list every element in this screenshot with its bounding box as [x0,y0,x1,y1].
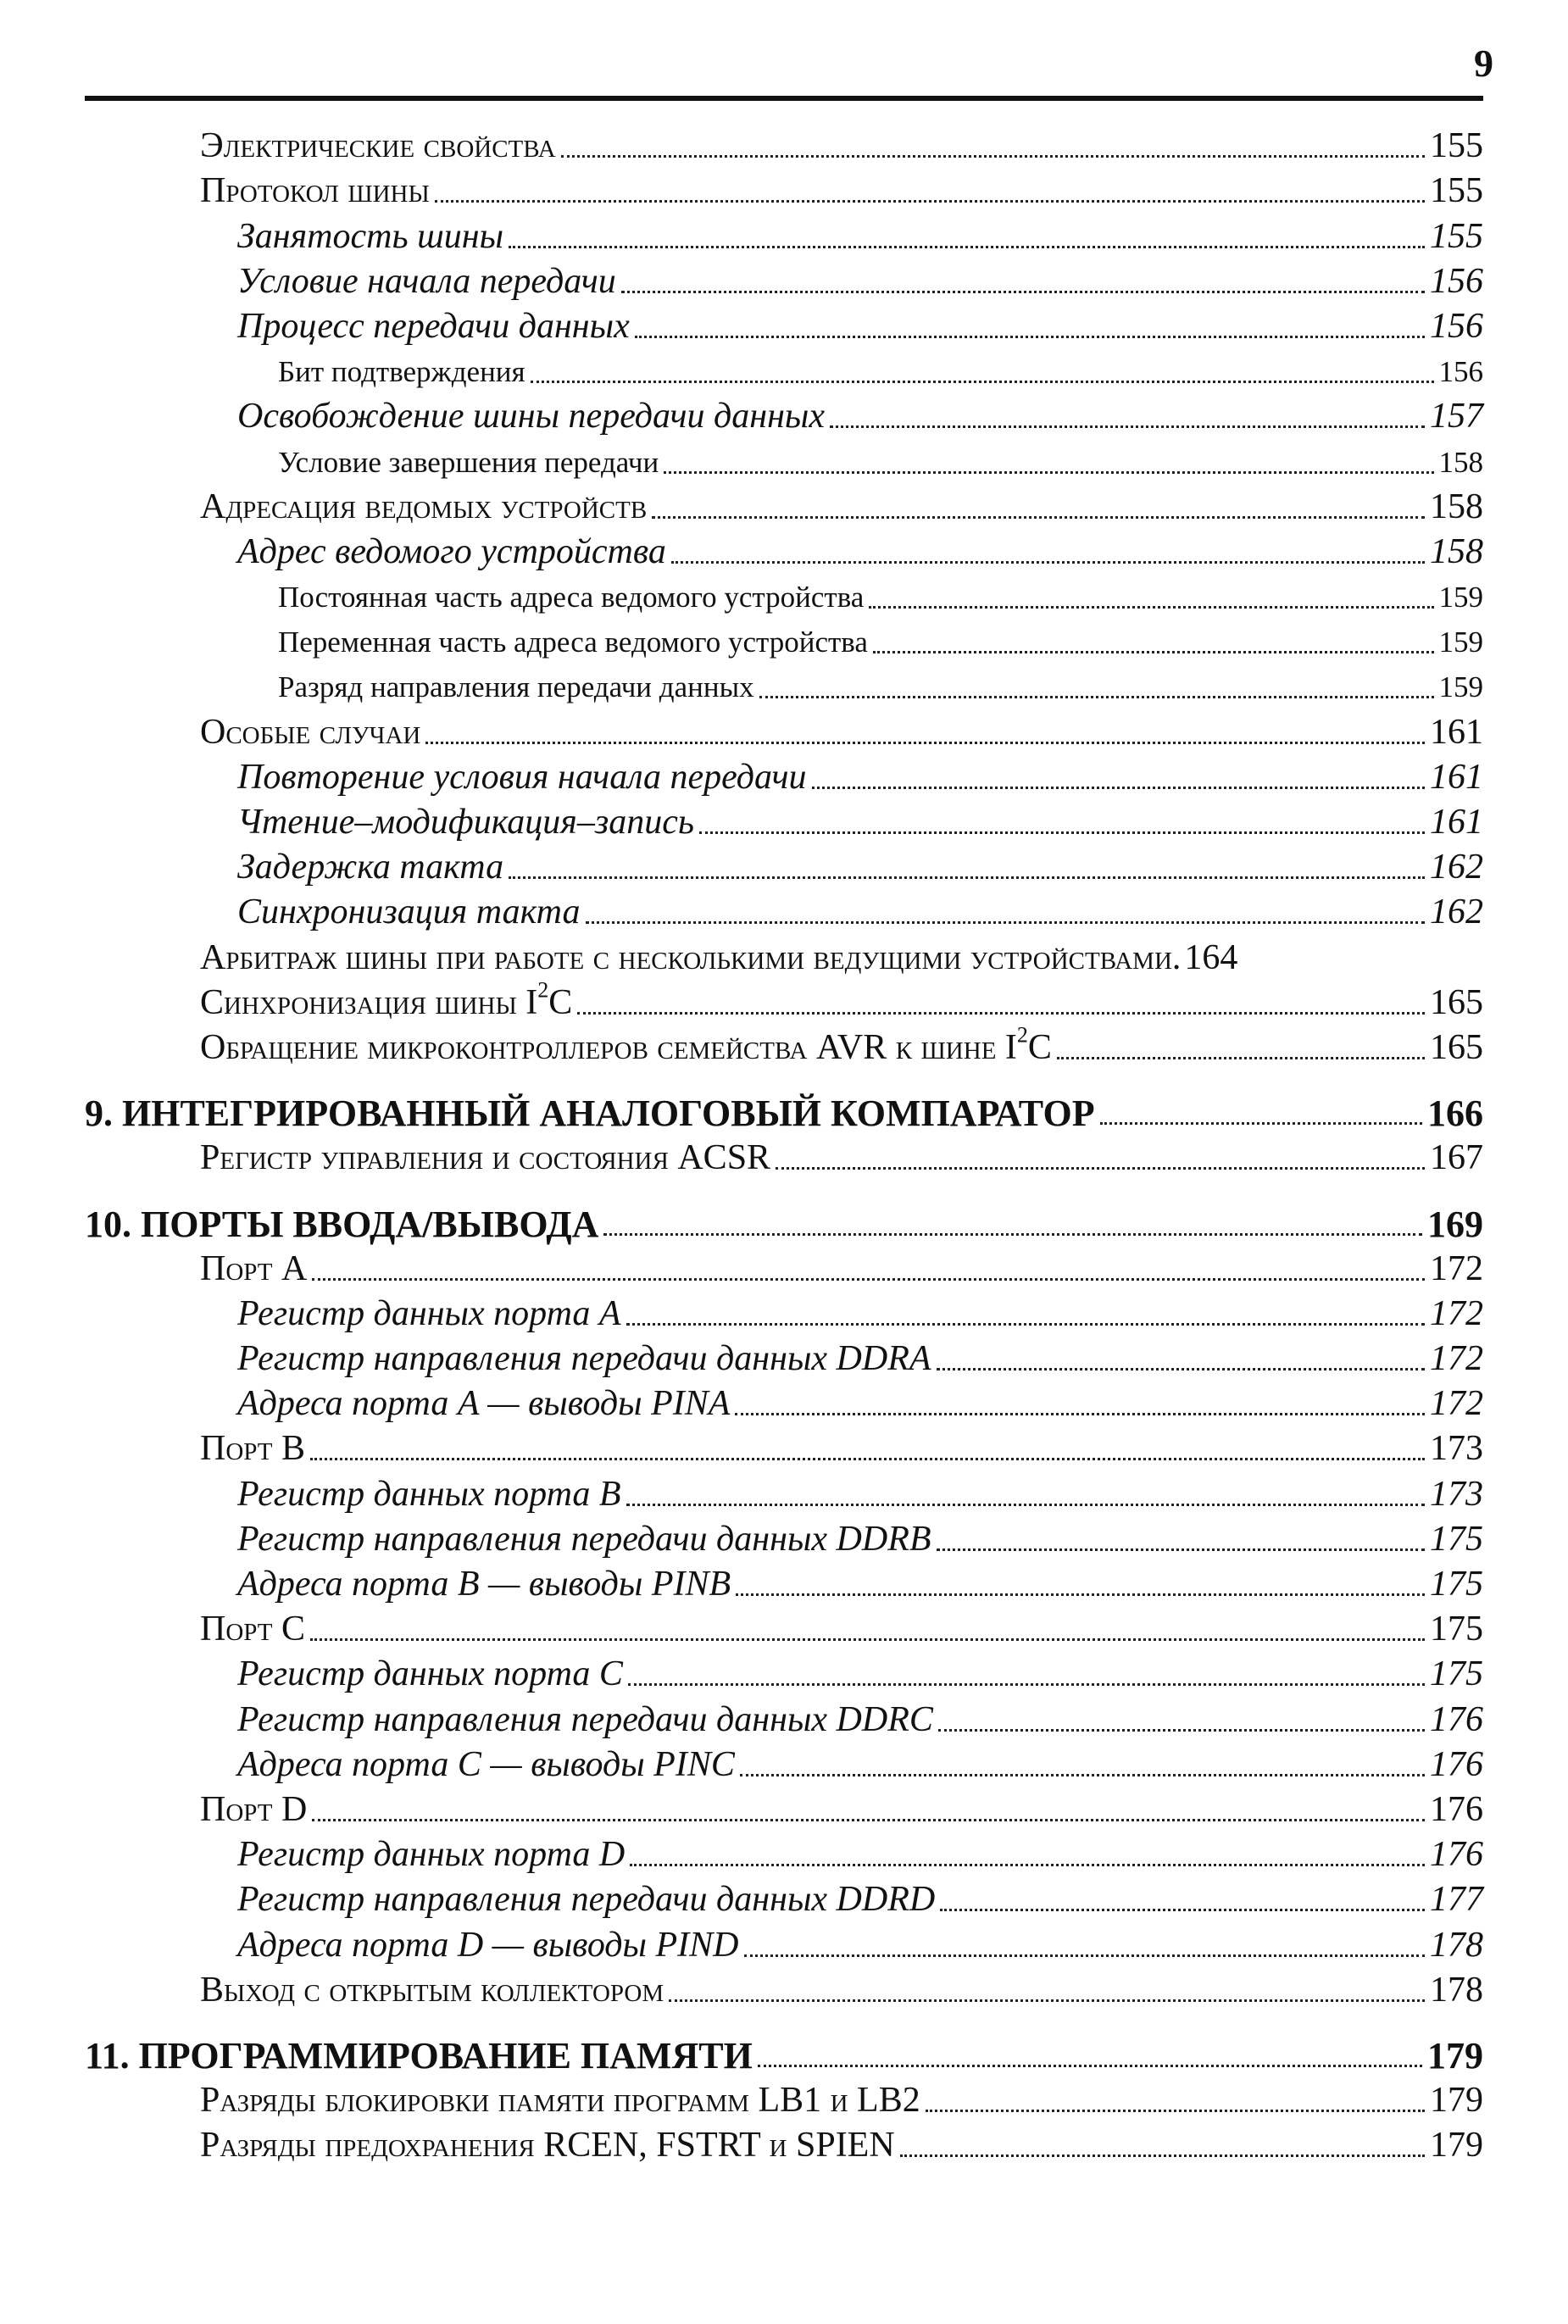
toc-entry-page: 175 [1430,1654,1483,1694]
toc-entry [85,1743,1483,1787]
dot-leader [830,425,1425,428]
toc-entry-title [200,2078,920,2123]
toc-entry-page: 159 [1438,625,1483,659]
toc-entry-title [237,1652,623,1697]
toc-entry [85,800,1483,845]
dot-leader [926,2110,1425,2112]
toc-entry-page: 162 [1430,848,1483,887]
toc-entry [85,935,1483,980]
toc-entry-page: 156 [1430,306,1483,346]
toc-entry-title-text: Процесс передачи данных [237,306,630,346]
toc-entry-title [85,2033,753,2078]
toc-entry-title-text: Адреса порта D — выводы PIND [237,1925,739,1965]
toc-entry-title [237,530,666,575]
dot-leader [873,651,1434,653]
toc-entry-page: 162 [1430,892,1483,932]
toc-entry-page: 169 [1427,1203,1483,1245]
dot-leader [759,696,1434,698]
toc-entry-title-text: 9. ИНТЕГРИРОВАННЫЙ АНАЛОГОВЫЙ КОМПАРАТОР [85,1093,1095,1135]
toc-entry-page: 155 [1430,171,1483,211]
dot-leader [435,200,1425,203]
dot-leader [310,1638,1425,1641]
toc-entry-title-text: Переменная часть адреса ведомого устройства [278,625,868,659]
toc-entry-title-text: 11. ПРОГРАММИРОВАНИЕ ПАМЯТИ [85,2034,753,2077]
toc-entry-title-text: Арбитраж шины при работе с несколькими ведущими устройствами [200,937,1172,977]
toc-entry-page: 167 [1430,1138,1483,1178]
toc-entry [85,439,1483,484]
dot-leader [938,1729,1425,1732]
toc-entry-title-text: Выход с открытым коллектором [200,1970,664,2010]
toc-entry [85,214,1483,259]
toc-entry-page: 158 [1438,445,1483,479]
toc-entry-title [200,1136,770,1181]
dot-leader [652,516,1425,519]
toc-entry-page: 173 [1430,1429,1483,1469]
toc-entry-title [200,2123,895,2168]
toc-entry-page: 159 [1438,670,1483,704]
dot-leader [626,1323,1425,1326]
dot-leader [310,1458,1425,1460]
toc-entry-title [200,1247,307,1292]
toc-entry [85,169,1483,214]
toc-entry-page: 166 [1427,1093,1483,1135]
toc-entry-title-text: Регистр управления и состояния ACSR [200,1138,771,1178]
toc-entry-title [200,1968,664,2013]
toc-entry [85,1652,1483,1697]
toc-entry-title-tail: C [1027,1027,1052,1067]
toc-entry-title-text: Регистр данных порта D [237,1835,626,1875]
toc-entry-title [237,1472,621,1517]
toc-entry-title [237,845,503,890]
dot-leader [869,606,1433,609]
toc-entry-title [237,1562,731,1607]
toc-entry-title [278,349,525,394]
toc-entry-page: 176 [1430,1744,1483,1784]
toc-entry-title-text: Порт A [200,1248,308,1288]
toc-entry-page: 178 [1430,1970,1483,2010]
dot-leader [736,1593,1425,1596]
toc-entry-title-text: Освобождение шины передачи данных [237,397,826,436]
dot-leader [900,2154,1425,2157]
toc-entry-title-text: Занятость шины [237,216,504,256]
toc-entry [85,1337,1483,1382]
toc-entry-title [237,1832,625,1877]
dot-leader [626,1504,1425,1506]
toc-entry-title [200,124,556,169]
dot-leader [1057,1057,1425,1059]
toc-entry-title-text: Обращение микроконтроллеров семейства AVR к шине I [200,1027,1017,1067]
toc-entry-page: 155 [1430,216,1483,256]
superscript: 2 [537,977,549,1003]
dot-leader [312,1819,1425,1821]
toc-entry-title-text: Протокол шины [200,171,430,211]
toc-entry-title-text: Регистр направления передачи данных DDRB [237,1519,931,1559]
toc-entry-title [200,169,430,214]
toc-entry-page: 159 [1438,581,1483,614]
dot-leader [621,291,1425,293]
toc-entry [85,664,1483,709]
toc-entry-title-text: Особые случаи [200,712,421,752]
toc-entry [85,890,1483,935]
page-number: 9 [1474,42,1493,85]
toc-entry-page: 156 [1438,355,1483,389]
toc-entry [85,1968,1483,2013]
dot-leader [635,336,1425,338]
toc-entry-title-text: Электрические свойства [200,126,556,166]
toc-entry [85,349,1483,394]
toc-entry-title [237,1698,933,1743]
toc-entry [85,530,1483,575]
toc-entry [85,1471,1483,1516]
toc-entry [85,709,1483,754]
toc-entry [85,1426,1483,1471]
dot-leader [586,921,1425,924]
toc-entry-page: 176 [1430,1699,1483,1739]
toc-entry-title [237,394,825,439]
toc-entry-page: 175 [1430,1519,1483,1559]
toc-entry [85,485,1483,530]
toc-entry-page: 158 [1430,486,1483,526]
toc-entry-title [237,1292,621,1337]
toc-entry [85,1607,1483,1652]
toc-entry-page: 172 [1430,1248,1483,1288]
toc-entry-title-text: Регистр данных порта A [237,1293,621,1333]
toc-entry-page: 175 [1430,1610,1483,1649]
toc-entry-page: 172 [1430,1293,1483,1333]
toc-entry-title [200,485,647,530]
header-rule [85,96,1483,101]
toc-entry [85,1022,1483,1070]
toc-entry [85,2123,1483,2168]
toc-entry [85,1382,1483,1426]
toc-entry-title-text: Адреса порта C — выводы PINC [237,1744,735,1784]
toc-entry [85,259,1483,304]
toc-entry-title-text: Разряды блокировки памяти программ LB1 и LB2 [200,2081,920,2121]
toc-entry-title-text: Регистр направления передачи данных DDRA [237,1339,931,1379]
toc-entry [85,1832,1483,1877]
toc-entry-title [200,1426,305,1471]
toc-entry [85,755,1483,800]
toc-entry-page: 165 [1430,982,1483,1022]
toc-entry-title-text: Синхронизация такта [237,892,581,932]
toc-entry-title [237,259,616,304]
toc-entry-page: 161 [1430,803,1483,842]
dot-leader [561,155,1425,158]
toc-entry-title-text: Синхронизация шины I [200,982,538,1022]
toc-entry-title [200,1607,305,1652]
toc-entry [85,1562,1483,1607]
dot-leader [937,1368,1425,1370]
toc-entry-title [200,1022,1052,1070]
toc-entry-title [200,977,573,1026]
toc-entry-title-text: Бит подтверждения [278,355,525,389]
dot-leader [671,561,1425,564]
toc-entry-title-text: Регистр данных порта B [237,1474,621,1514]
table-of-contents [85,124,1483,2168]
toc-chapter [85,1091,1483,1136]
toc-entry-page: 161 [1430,712,1483,752]
toc-entry-title-text: Порт B [200,1429,305,1469]
dot-leader [735,1413,1425,1415]
toc-entry-title-text: Условие завершения передачи [278,445,659,479]
toc-entry-title [278,664,754,709]
toc-entry-title [237,755,807,800]
toc-entry-title-text: Чтение–модификация–запись [237,803,694,842]
toc-entry-title [85,1091,1095,1136]
toc-entry [85,1922,1483,1967]
dot-leader [603,1233,1422,1236]
toc-entry-page: 157 [1430,397,1483,436]
toc-entry [85,1877,1483,1922]
toc-entry-page: 178 [1430,1925,1483,1965]
toc-entry-title-text: Порт C [200,1610,305,1649]
toc-entry-title [237,1382,730,1426]
toc-entry-title [237,304,630,349]
toc-entry [85,2078,1483,2123]
dot-leader [509,876,1425,879]
toc-entry [85,1787,1483,1832]
toc-entry-title [85,1202,598,1247]
toc-entry-title-text: Задержка такта [237,848,504,887]
toc-entry-title-text: Разряд направления передачи данных [278,670,754,704]
dot-leader [740,1774,1425,1776]
toc-entry-title-text: Условие начала передачи [237,261,616,301]
dot-leader [776,1167,1425,1170]
toc-entry-title-text: Адрес ведомого устройства [237,531,666,571]
toc-entry [85,394,1483,439]
toc-entry-title [200,936,1172,981]
dot-leader: . [1171,937,1182,977]
toc-entry-title-text: Регистр направления передачи данных DDRC [237,1699,933,1739]
toc-entry-page: 158 [1430,531,1483,571]
dot-leader [312,1278,1425,1281]
dot-leader [577,1012,1425,1015]
toc-chapter [85,2033,1483,2078]
toc-entry-title [237,214,503,259]
toc-entry-title-text: Адреса порта B — выводы PINB [237,1565,731,1604]
dot-leader [630,1864,1425,1866]
dot-leader [425,742,1425,744]
dot-leader [531,381,1434,383]
toc-entry-title [278,620,868,664]
toc-entry-title [200,710,420,755]
toc-entry-title [237,1877,935,1922]
dot-leader [669,1999,1425,2002]
toc-entry-page: 173 [1430,1474,1483,1514]
toc-entry-title [200,1787,307,1832]
toc-entry-page: 179 [1427,2034,1483,2077]
toc-entry [85,1517,1483,1562]
dot-leader [937,1548,1425,1551]
dot-leader [628,1683,1425,1686]
dot-leader [812,787,1426,789]
toc-entry-title-text: Повторение условия начала передачи [237,757,807,797]
toc-entry-title-text: Адреса порта A — выводы PINA [237,1384,731,1424]
toc-entry-page: 172 [1430,1384,1483,1424]
toc-entry-title [237,1517,931,1562]
toc-entry [85,845,1483,890]
toc-entry-page: 156 [1430,261,1483,301]
toc-entry-title [237,1923,739,1968]
superscript: 2 [1016,1022,1028,1048]
toc-entry-title-text: Регистр направления передачи данных DDRD [237,1880,936,1920]
toc-entry-page: 161 [1430,757,1483,797]
toc-entry-title [237,1743,735,1787]
toc-entry-title-text: Разряды предохранения RCEN, FSTRT и SPIEN [200,2126,895,2166]
dot-leader [1100,1122,1422,1125]
toc-entry-page: 179 [1430,2081,1483,2121]
toc-entry-page: 164 [1184,937,1238,977]
toc-entry [85,1697,1483,1742]
dot-leader [940,1909,1425,1911]
dot-leader [664,471,1433,474]
toc-entry-page: 175 [1430,1565,1483,1604]
toc-entry-title [237,800,694,845]
toc-entry-title-text: Регистр данных порта C [237,1654,623,1694]
toc-entry [85,1292,1483,1337]
toc-entry [85,575,1483,620]
dot-leader [744,1954,1426,1957]
toc-entry [85,977,1483,1026]
toc-entry [85,304,1483,349]
toc-entry-title [237,890,581,935]
toc-entry-page: 177 [1430,1880,1483,1920]
dot-leader [509,246,1425,248]
dot-leader [699,831,1425,834]
toc-entry-title-text: Адресация ведомых устройств [200,486,648,526]
toc-entry-title [278,575,864,620]
toc-entry-title [237,1337,931,1382]
toc-entry-page: 176 [1430,1789,1483,1829]
dot-leader [758,2065,1422,2067]
toc-entry-page: 172 [1430,1339,1483,1379]
toc-entry-title-tail: C [548,982,573,1022]
toc-entry [85,1136,1483,1181]
toc-entry-title [278,440,659,485]
toc-entry [85,1247,1483,1292]
toc-entry-title-text: Постоянная часть адреса ведомого устройства [278,581,865,614]
toc-chapter [85,1201,1483,1246]
toc-entry-page: 176 [1430,1835,1483,1875]
toc-entry-page: 165 [1430,1027,1483,1067]
toc-entry-title-text: 10. ПОРТЫ ВВОДА/ВЫВОДА [85,1203,599,1245]
toc-entry [85,124,1483,169]
toc-entry-page: 155 [1430,126,1483,166]
toc-entry [85,620,1483,664]
toc-entry-page: 179 [1430,2126,1483,2166]
toc-entry-title-text: Порт D [200,1789,308,1829]
